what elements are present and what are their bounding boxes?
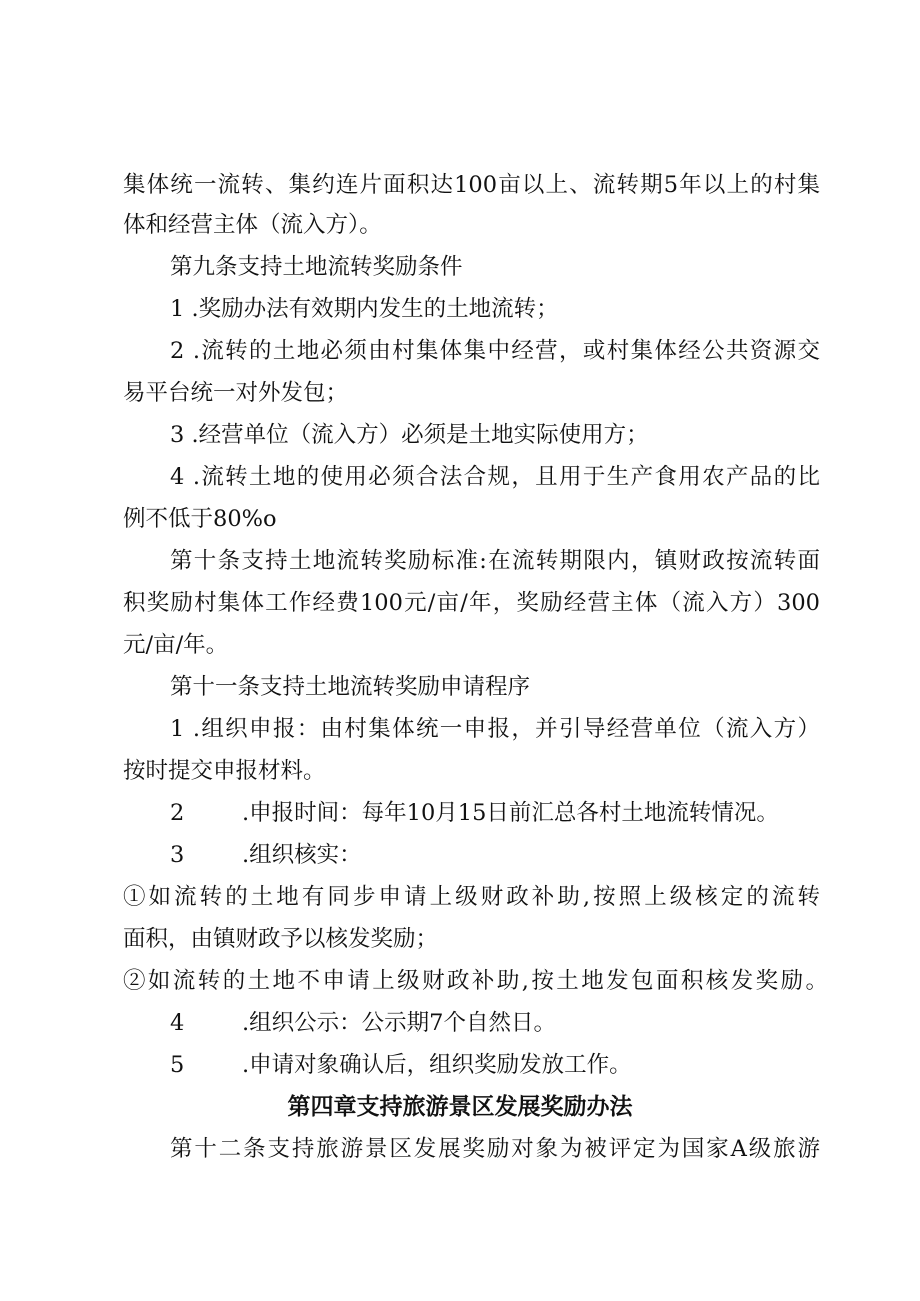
list-text: .组织核实：	[242, 842, 362, 868]
list-item: 1 .奖励办法有效期内发生的土地流转；	[170, 296, 559, 322]
list-item: 2 .流转的土地必须由村集体集中经营，或村集体经公共资源交	[170, 338, 820, 364]
list-text: .申请对象确认后，组织奖励发放工作。	[242, 1052, 632, 1078]
article-heading-12: 第十二条支持旅游景区发展奖励对象为被评定为国家A级旅游	[170, 1136, 820, 1162]
list-item: 1 .组织申报：由村集体统一申报，并引导经营单位（流入方）	[170, 716, 820, 742]
text-line: 元/亩/年。	[123, 632, 229, 658]
sub-item: ①如流转的土地有同步申请上级财政补助,按照上级核定的流转	[123, 884, 820, 910]
list-number: 3	[170, 842, 185, 868]
article-heading-9: 第九条支持土地流转奖励条件	[170, 254, 463, 280]
text-line: 例不低于80%o	[123, 506, 277, 532]
text-line: 按时提交申报材料。	[123, 758, 326, 784]
text-line: 积奖励村集体工作经费100元/亩/年，奖励经营主体（流入方）300	[123, 590, 820, 616]
article-heading-11: 第十一条支持土地流转奖励申请程序	[170, 674, 531, 700]
list-item: 3 .经营单位（流入方）必须是土地实际使用方；	[170, 422, 649, 448]
article-heading-10: 第十条支持土地流转奖励标准:在流转期限内，镇财政按流转面	[170, 548, 820, 574]
list-item	[170, 793, 820, 833]
list-number: 4	[170, 1010, 185, 1036]
text-line: 面积，由镇财政予以核发奖励；	[123, 926, 439, 952]
list-item	[170, 835, 820, 875]
chapter-heading: 第四章支持旅游景区发展奖励办法	[287, 1094, 633, 1120]
list-item: 4 .流转土地的使用必须合法合规，且用于生产食用农产品的比	[170, 464, 820, 490]
list-number: 2	[170, 800, 185, 826]
list-text: .申报时间：每年10月15日前汇总各村土地流转情况。	[242, 800, 779, 826]
list-item	[170, 1003, 820, 1043]
text-line: 集体统一流转、集约连片面积达100亩以上、流转期5年以上的村集	[123, 172, 820, 198]
list-item	[170, 1045, 820, 1085]
text-line: 体和经营主体（流入方）。	[123, 212, 382, 238]
sub-item: ②如流转的土地不申请上级财政补助,按土地发包面积核发奖励。	[123, 968, 828, 994]
list-number: 5	[170, 1052, 185, 1078]
list-text: .组织公示：公示期7个自然日。	[242, 1010, 556, 1036]
text-line: 易平台统一对外发包；	[123, 380, 349, 406]
